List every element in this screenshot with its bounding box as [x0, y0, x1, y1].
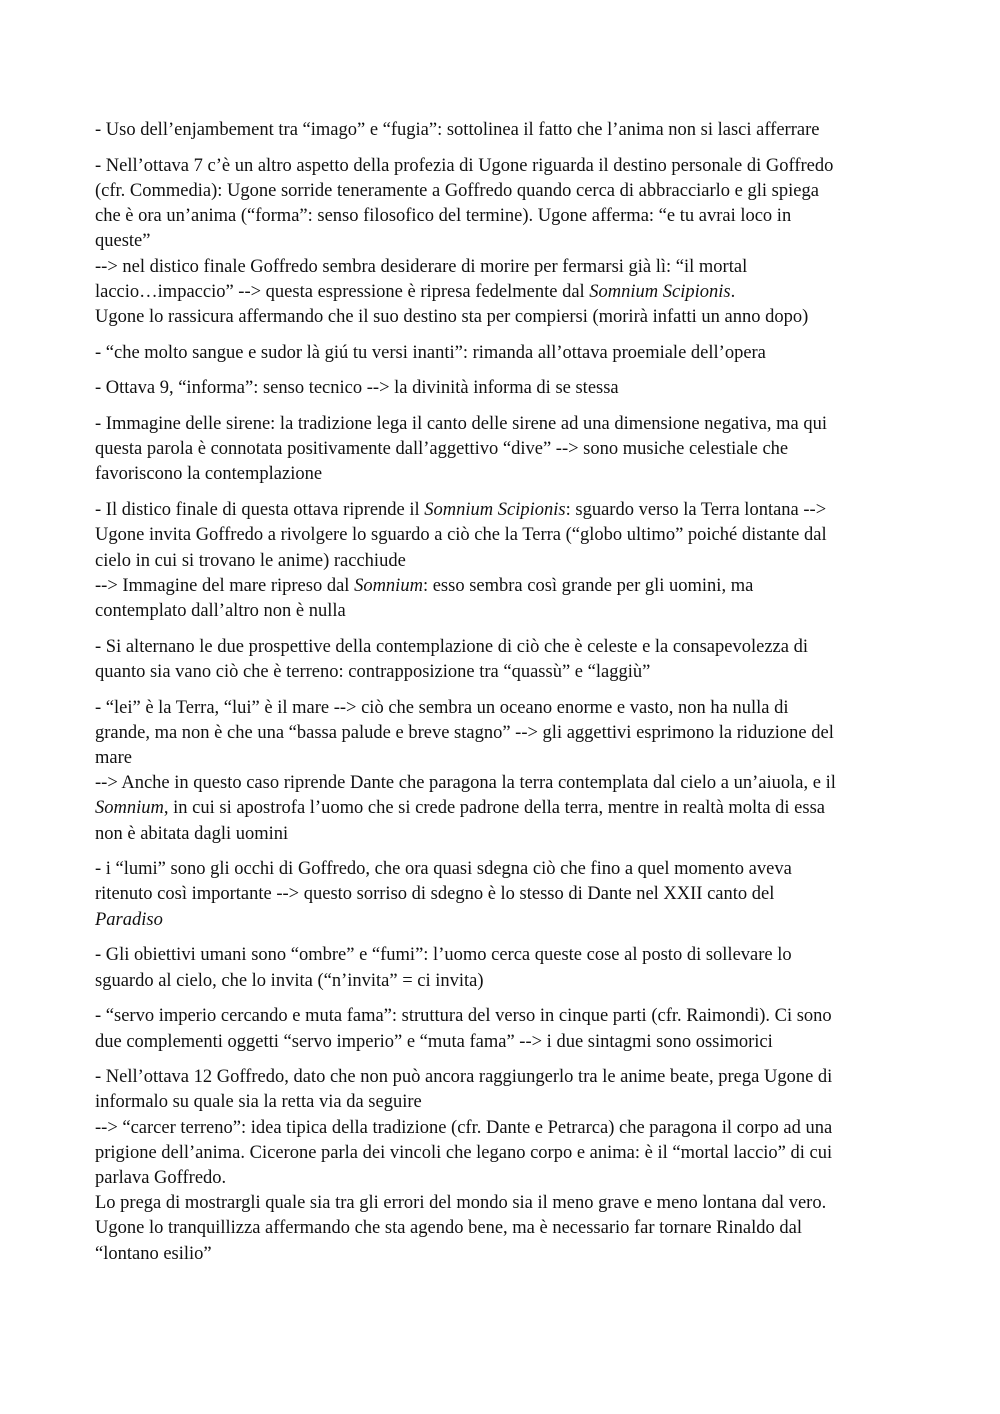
- text-line: queste”: [95, 231, 151, 252]
- text-line: favoriscono la contemplazione: [95, 464, 323, 485]
- text-line: - Immagine delle sirene: la tradizione lega il canto delle sirene ad una dimensione negativa, ma qui: [95, 414, 828, 435]
- text-line: Lo prega di mostrargli quale sia tra gli errori del mondo sia il meno grave e meno lontana dal vero.: [95, 1193, 827, 1214]
- text-line: - Ottava 9, “informa”: senso tecnico --> la divinità informa di se stessa: [95, 378, 619, 399]
- text-line: - Si alternano le due prospettive della contemplazione di ciò che è celeste e la consapevolezza di: [95, 636, 808, 657]
- paragraph: [95, 118, 910, 143]
- paragraph: [95, 154, 910, 330]
- text-line: - Uso dell’enjambement tra “imago” e “fugia”: sottolinea il fatto che l’anima non si lasci afferrare: [95, 120, 820, 140]
- text-line: cielo in cui si trovano le anime) racchiude: [95, 550, 406, 571]
- text-line: - Nell’ottava 7 c’è un altro aspetto della profezia di Ugone riguarda il destino personale di Goffredo: [95, 155, 834, 176]
- text-line: - i “lumi” sono gli occhi di Goffredo, che ora quasi sdegna ciò che fino a quel momento aveva: [95, 859, 792, 880]
- text-segment: .: [730, 281, 736, 302]
- paragraph: [95, 341, 910, 366]
- text-segment: , in cui si apostrofa l’uomo che si crede padrone della terra, mentre in realtà molta di essa: [163, 798, 825, 819]
- text-line: due complementi oggetti “servo imperio” e “muta fama” --> i due sintagmi sono ossimorici: [95, 1031, 773, 1052]
- text-line: non è abitata dagli uomini: [95, 823, 289, 844]
- italic-title: Somnium Scipionis: [589, 281, 731, 302]
- text-line: --> Anche in questo caso riprende Dante che paragona la terra contemplata dal cielo a un’aiuola, e il: [95, 773, 836, 794]
- text-segment: : sguardo verso la Terra lontana -->: [565, 500, 827, 521]
- text-line: [95, 796, 910, 821]
- text-line: informalo su quale sia la retta via da seguire: [95, 1092, 422, 1113]
- paragraph: [95, 943, 910, 993]
- text-line: Ugone lo tranquillizza affermando che sta agendo bene, ma è necessario far tornare Rinaldo dal: [95, 1218, 802, 1239]
- text-segment: - Il distico finale di questa ottava riprende il: [95, 500, 425, 521]
- text-line: - “servo imperio cercando e muta fama”: struttura del verso in cinque parti (cfr. Raimondi). Ci sono: [95, 1006, 832, 1027]
- text-line: contemplato dall’altro non è nulla: [95, 600, 346, 621]
- italic-title: Somnium: [354, 575, 423, 596]
- text-line: questa parola è connotata positivamente dall’aggettivo “dive” --> sono musiche celestiale che: [95, 439, 789, 460]
- text-line: prigione dell’anima. Cicerone parla dei vincoli che legano corpo e anima: è il “mortal laccio” di cui: [95, 1142, 833, 1163]
- text-line: - Nell’ottava 12 Goffredo, dato che non può ancora raggiungerlo tra le anime beate, prega Ugone di: [95, 1067, 833, 1088]
- text-line: --> nel distico finale Goffredo sembra desiderare di morire per fermarsi già lì: “il mortal: [95, 256, 748, 277]
- text-line: “lontano esilio”: [95, 1243, 212, 1264]
- text-line: sguardo al cielo, che lo invita (“n’invita” = ci invita): [95, 970, 484, 991]
- paragraph: [95, 498, 910, 624]
- italic-title: Somnium: [95, 798, 164, 819]
- paragraph: [95, 376, 910, 401]
- text-line: Ugone invita Goffredo a rivolgere lo sguardo a ciò che la Terra (“globo ultimo” poiché distante dal: [95, 525, 827, 546]
- text-segment: : esso sembra così grande per gli uomini, ma: [422, 575, 754, 596]
- paragraph: [95, 635, 910, 685]
- text-line: [95, 908, 910, 933]
- text-line: - “lei” è la Terra, “lui” è il mare --> ciò che sembra un oceano enorme e vasto, non ha nulla di: [95, 697, 789, 718]
- text-line: Ugone lo rassicura affermando che il suo destino sta per compiersi (morirà infatti un anno dopo): [95, 306, 809, 327]
- paragraph: [95, 412, 910, 488]
- document-page: [95, 118, 910, 1277]
- text-segment: --> Immagine del mare ripreso dal: [95, 575, 355, 596]
- paragraph: [95, 696, 910, 847]
- italic-title: Paradiso: [95, 909, 163, 930]
- text-segment: laccio…impaccio” --> questa espressione è ripresa fedelmente dal: [95, 281, 590, 302]
- text-line: [95, 280, 910, 305]
- italic-title: Somnium Scipionis: [424, 500, 566, 521]
- paragraph: [95, 1004, 910, 1054]
- paragraph: [95, 1065, 910, 1267]
- text-line: parlava Goffredo.: [95, 1168, 227, 1189]
- text-line: --> “carcer terreno”: idea tipica della tradizione (cfr. Dante e Petrarca) che paragona il corpo ad una: [95, 1117, 833, 1138]
- text-line: [95, 574, 910, 599]
- text-line: mare: [95, 747, 132, 768]
- text-line: che è ora un’anima (“forma”: senso filosofico del termine). Ugone afferma: “e tu avrai loco in: [95, 206, 792, 227]
- text-line: - Gli obiettivi umani sono “ombre” e “fumi”: l’uomo cerca queste cose al posto di sollevare lo: [95, 945, 792, 966]
- text-line: - “che molto sangue e sudor là giú tu versi inanti”: rimanda all’ottava proemiale dell’opera: [95, 342, 766, 363]
- text-line: ritenuto così importante --> questo sorriso di sdegno è lo stesso di Dante nel XXII canto del: [95, 884, 775, 905]
- text-line: grande, ma non è che una “bassa palude e breve stagno” --> gli aggettivi esprimono la riduzione del: [95, 722, 834, 743]
- paragraph: [95, 857, 910, 933]
- text-line: (cfr. Commedia): Ugone sorride teneramente a Goffredo quando cerca di abbracciarlo e gli spiega: [95, 180, 819, 201]
- text-line: [95, 498, 910, 523]
- text-line: quanto sia vano ciò che è terreno: contrapposizione tra “quassù” e “laggiù”: [95, 661, 651, 682]
